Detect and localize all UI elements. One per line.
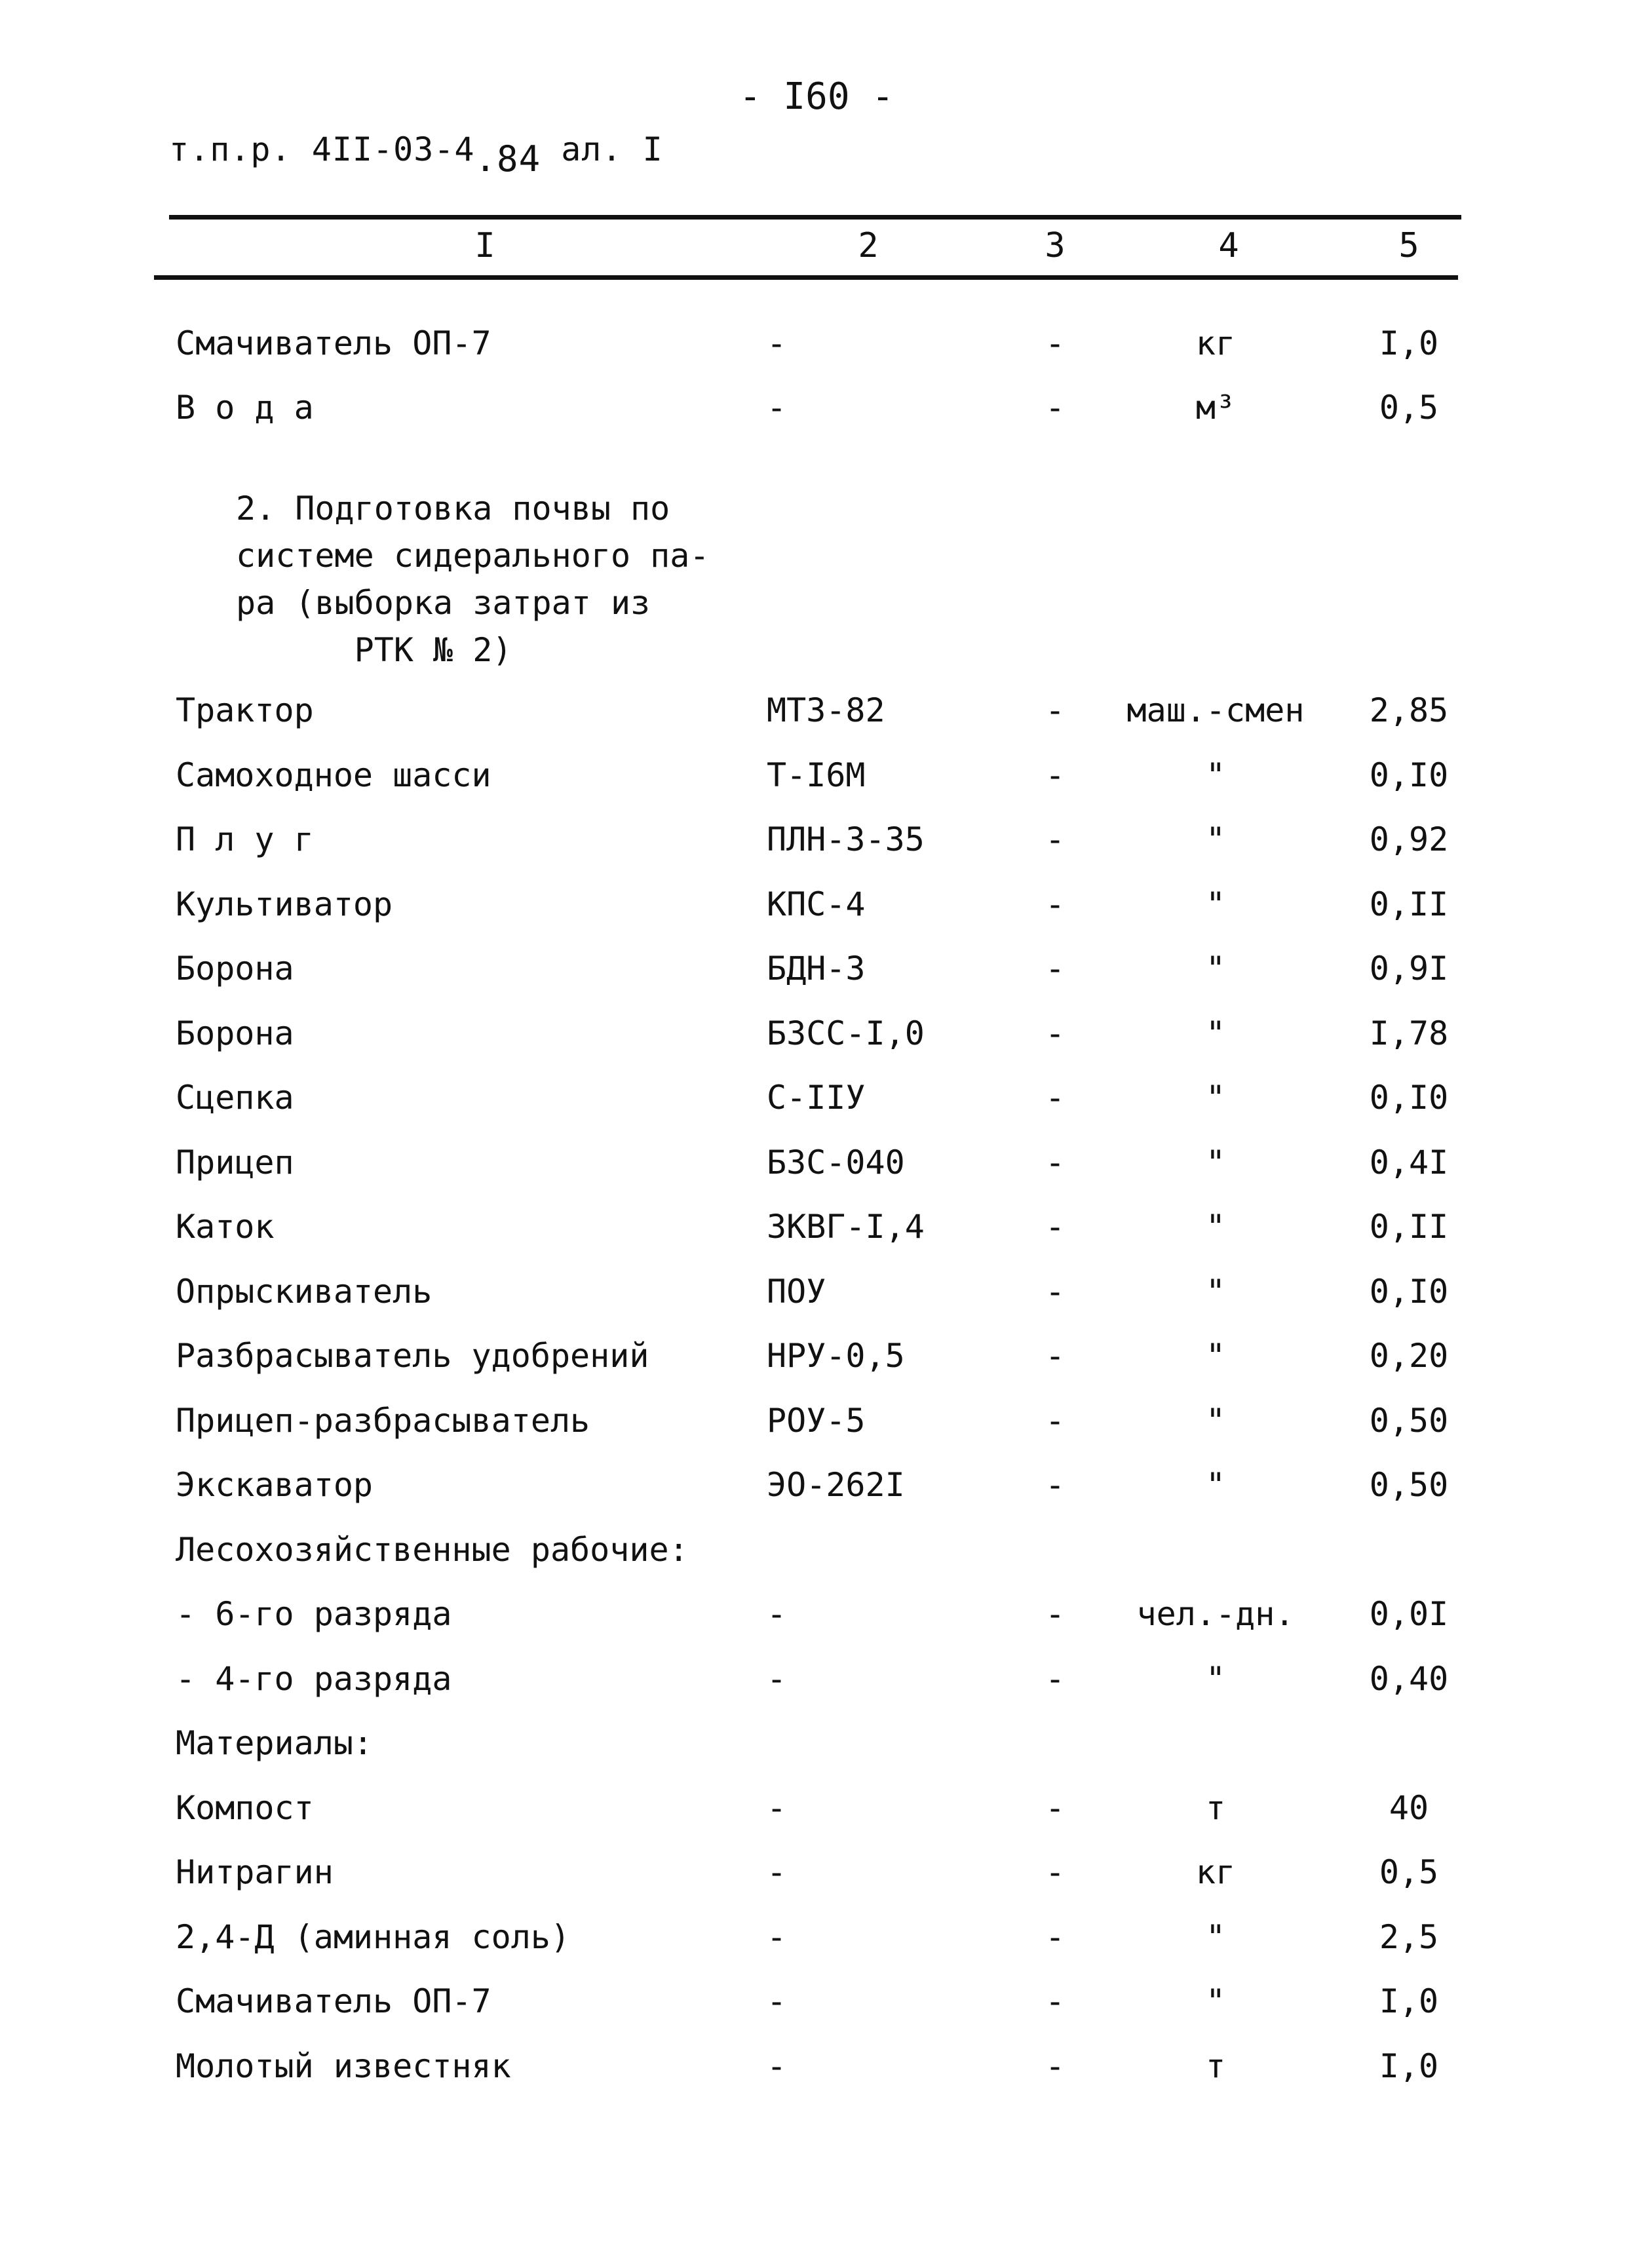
reference-main: т.п.р. 4II-03-4 [169, 130, 475, 168]
cell-col-4: " [1205, 1272, 1226, 1311]
cell-col-5: 0,4I [1369, 1143, 1449, 1182]
table-row [0, 1014, 1633, 1077]
cell-col-2: С-IIУ [767, 1079, 866, 1117]
table-row [0, 1402, 1633, 1465]
cell-col-1: Борона [176, 1014, 294, 1052]
cell-col-1: Компост [176, 1788, 314, 1827]
cell-col-2: - [767, 1595, 787, 1633]
cell-col-2: РОУ-5 [767, 1401, 866, 1440]
cell-col-3: - [1045, 2047, 1066, 2085]
cell-col-1: Прицеп-разбрасыватель [176, 1401, 590, 1440]
cell-col-1: Опрыскиватель [176, 1272, 432, 1311]
cell-col-1: 2,4-Д (аминная соль) [176, 1917, 571, 1956]
cell-col-1: - 4-го разряда [176, 1659, 452, 1698]
table-row [0, 1531, 1633, 1594]
cell-col-3: - [1045, 950, 1066, 988]
cell-col-2: - [767, 1788, 787, 1827]
cell-col-1: Каток [176, 1208, 275, 1246]
cell-col-3: - [1045, 1788, 1066, 1827]
cell-col-3: - [1045, 1272, 1066, 1311]
cell-col-4: " [1205, 1982, 1226, 2020]
cell-col-1: В о д а [176, 389, 314, 427]
cell-col-4: " [1205, 1143, 1226, 1182]
cell-col-5: 0,II [1369, 1208, 1449, 1246]
cell-col-4: маш.-смен [1126, 691, 1305, 729]
cell-col-4: м³ [1195, 389, 1236, 427]
cell-col-3: - [1045, 1853, 1066, 1891]
table-row [0, 1724, 1633, 1787]
cell-col-4: " [1205, 950, 1226, 988]
column-header-2: 2 [858, 226, 879, 265]
cell-col-4: " [1205, 885, 1226, 923]
cell-col-2: - [767, 389, 787, 427]
section-title: 2. Подготовка почвы по системе сидерального па- ра (выборка затрат из РТК № 2) [236, 490, 710, 669]
cell-col-1: Экскаватор [176, 1466, 374, 1504]
cell-col-5: 0,I0 [1369, 1079, 1449, 1117]
cell-col-1: Сцепка [176, 1079, 294, 1117]
table-top-rule [169, 215, 1461, 220]
table-row [0, 885, 1633, 948]
cell-col-3: - [1045, 324, 1066, 362]
cell-col-1: Смачиватель ОП-7 [176, 1982, 491, 2020]
cell-col-1: Разбрасыватель удобрений [176, 1337, 649, 1375]
cell-col-5: 0,92 [1369, 820, 1449, 858]
cell-col-4: " [1205, 1917, 1226, 1956]
cell-col-5: I,78 [1369, 1014, 1449, 1052]
cell-col-5: 0,20 [1369, 1337, 1449, 1375]
table-row [0, 1789, 1633, 1852]
cell-col-4: т [1205, 2047, 1226, 2085]
cell-col-3: - [1045, 1982, 1066, 2020]
table-row [0, 1079, 1633, 1142]
cell-col-3: - [1045, 1014, 1066, 1052]
cell-col-1: Прицеп [176, 1143, 294, 1182]
table-row [0, 1208, 1633, 1271]
column-header-1: I [474, 226, 495, 265]
cell-col-3: - [1045, 1659, 1066, 1698]
cell-col-2: - [767, 1659, 787, 1698]
cell-col-3: - [1045, 885, 1066, 923]
cell-col-3: - [1045, 389, 1066, 427]
column-header-3: 3 [1045, 226, 1066, 265]
cell-col-2: - [767, 1982, 787, 2020]
table-row [0, 1982, 1633, 2045]
cell-col-4: " [1205, 756, 1226, 794]
cell-col-1: Трактор [176, 691, 314, 729]
page-number: - I60 - [739, 75, 894, 118]
cell-col-5: 0,40 [1369, 1659, 1449, 1698]
cell-col-2: МТЗ-82 [767, 691, 885, 729]
cell-col-5: 0,5 [1379, 1853, 1439, 1891]
cell-col-3: - [1045, 1337, 1066, 1375]
column-header-4: 4 [1218, 226, 1239, 265]
cell-col-1: П л у г [176, 820, 314, 858]
table-row [0, 820, 1633, 883]
cell-col-2: ПЛН-3-35 [767, 820, 925, 858]
cell-col-5: 0,50 [1369, 1401, 1449, 1440]
cell-col-4: кг [1195, 1853, 1236, 1891]
table-row [0, 1337, 1633, 1400]
table-row [0, 756, 1633, 819]
table-row [0, 1660, 1633, 1723]
cell-col-4: " [1205, 1466, 1226, 1504]
table-header-rule [154, 275, 1458, 280]
cell-col-4: т [1205, 1788, 1226, 1827]
table-row [0, 2047, 1633, 2110]
cell-col-5: 40 [1389, 1788, 1429, 1827]
cell-col-5: I,0 [1379, 2047, 1439, 2085]
cell-col-2: Т-I6М [767, 756, 866, 794]
cell-col-3: - [1045, 820, 1066, 858]
cell-col-4: чел.-дн. [1136, 1595, 1295, 1633]
cell-col-5: 0,50 [1369, 1466, 1449, 1504]
cell-col-3: - [1045, 1466, 1066, 1504]
cell-col-2: - [767, 2047, 787, 2085]
cell-col-1: Нитрагин [176, 1853, 334, 1891]
cell-col-5: 0,5 [1379, 389, 1439, 427]
cell-col-4: " [1205, 820, 1226, 858]
reference-suffix: ал. I [541, 130, 663, 168]
cell-col-5: 0,I0 [1369, 756, 1449, 794]
cell-col-4: кг [1195, 324, 1236, 362]
cell-col-1: Культиватор [176, 885, 393, 923]
cell-col-5: 0,9I [1369, 950, 1449, 988]
table-row [0, 1595, 1633, 1658]
cell-col-1: Самоходное шасси [176, 756, 491, 794]
reference-subscript: .84 [474, 138, 541, 180]
document-reference [169, 128, 663, 180]
cell-col-4: " [1205, 1014, 1226, 1052]
cell-col-2: БЗСС-I,0 [767, 1014, 925, 1052]
cell-col-4: " [1205, 1208, 1226, 1246]
table-row [0, 1273, 1633, 1336]
cell-col-2: ЗКВГ-I,4 [767, 1208, 925, 1246]
table-row [0, 1144, 1633, 1206]
cell-col-4: " [1205, 1401, 1226, 1440]
cell-col-3: - [1045, 1079, 1066, 1117]
cell-col-2: КПС-4 [767, 885, 866, 923]
cell-col-5: 2,5 [1379, 1917, 1439, 1956]
cell-col-3: - [1045, 691, 1066, 729]
cell-col-5: I,0 [1379, 1982, 1439, 2020]
cell-col-2: ПОУ [767, 1272, 826, 1311]
cell-col-3: - [1045, 1208, 1066, 1246]
table-row [0, 1853, 1633, 1916]
cell-col-5: 0,0I [1369, 1595, 1449, 1633]
cell-col-4: " [1205, 1337, 1226, 1375]
cell-col-1: Борона [176, 950, 294, 988]
cell-col-1: - 6-го разряда [176, 1595, 452, 1633]
table-row [0, 1918, 1633, 1981]
cell-col-2: ЭО-262I [767, 1466, 905, 1504]
cell-col-2: - [767, 1917, 787, 1956]
column-header-5: 5 [1398, 226, 1419, 265]
table-row [0, 324, 1633, 387]
cell-col-5: 0,I0 [1369, 1272, 1449, 1311]
cell-col-3: - [1045, 1595, 1066, 1633]
cell-col-5: 2,85 [1369, 691, 1449, 729]
table-row [0, 1466, 1633, 1529]
table-row [0, 691, 1633, 754]
cell-col-4: " [1205, 1659, 1226, 1698]
cell-col-2: БЗС-040 [767, 1143, 905, 1182]
cell-col-3: - [1045, 1401, 1066, 1440]
cell-col-2: - [767, 324, 787, 362]
cell-col-3: - [1045, 1143, 1066, 1182]
table-row [0, 389, 1633, 452]
cell-col-1: Смачиватель ОП-7 [176, 324, 491, 362]
table-row [0, 950, 1633, 1012]
cell-col-3: - [1045, 756, 1066, 794]
cell-col-2: БДН-3 [767, 950, 866, 988]
cell-col-1: Лесохозяйственные рабочие: [176, 1530, 689, 1569]
cell-col-5: 0,II [1369, 885, 1449, 923]
cell-col-2: НРУ-0,5 [767, 1337, 905, 1375]
cell-col-5: I,0 [1379, 324, 1439, 362]
cell-col-1: Материалы: [176, 1724, 374, 1762]
cell-col-2: - [767, 1853, 787, 1891]
cell-col-3: - [1045, 1917, 1066, 1956]
cell-col-4: " [1205, 1079, 1226, 1117]
cell-col-1: Молотый известняк [176, 2047, 511, 2085]
